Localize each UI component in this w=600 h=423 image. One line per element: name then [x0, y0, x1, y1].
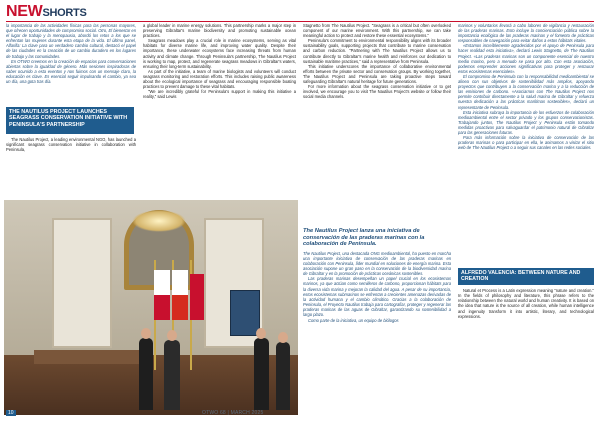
column-4-spanish	[458, 23, 594, 248]
photo-person	[164, 340, 180, 410]
col4-paragraph: Esta iniciativa subraya la importancia de los esfuerzos de colaboración medioambiental entre el sector privado y los grupos conservacionistas. Trabajando juntos, The Nautilus Project y Peninsula están tomando medidas proactivas para salvaguardar el patrimonio natural de Gibraltar para las generaciones futuras.	[458, 109, 594, 135]
col4-paragraph: El compromiso de Peninsula con la responsabilidad medioambiental se alinea con sus objetivos de sostenibilidad más amplios, apoyando proyectos que contribuyen a la conservación marina y a la reducción de las emisiones de carbono. «Asociarnos con The Nautilus Project nos permite contribuir directamente a la salud marina de Gibraltar y refuerza nuestra dedicación a las prácticas marítimas sostenibles», declaró un representante de Peninsula.	[458, 73, 594, 110]
photo-door-left	[52, 218, 112, 348]
photo-person	[254, 338, 269, 410]
column-2	[143, 23, 296, 198]
column-1-english	[6, 137, 136, 195]
photo-flag	[190, 274, 204, 320]
page-number: 10	[8, 410, 14, 416]
alfredo-headline-box: ALFREDO VALENCIA: BETWEEN NATURE AND CREATION	[458, 268, 594, 285]
nautilus-headline-box: THE NAUTILUS PROJECT LAUNCHES SEAGRASS CONSERVATION INITIATIVE WITH PENINSULA'S PARTNERSHIP	[6, 107, 134, 134]
alfredo-paragraph: Natural et Process is a Latin expression meaning "nature and creation." In the fields of philosophy and literature, this phrase refers to the relationship between the natural world and human creativity. It is based on the idea that nature is the source of all creation, while human intelligence and ingenuity transform it into artistic, literary, and technological expressions.	[458, 288, 594, 319]
col4-paragraph: «Estamos increíblemente agradecidos por el apoyo de Peninsula para hacer realidad esta iniciativa», declaró Lewis Stagnetto, de The Nautilus Project. «Las praderas marinas son un componente esencial de nuestro medio marino, pero a menudo se pasa por alto. Con esta asociación, podemos emprender acciones significativas para proteger y restaurar estos ecosistemas esenciales».	[458, 43, 594, 74]
col3-paragraph: For more information about the seagrass conservation initiative or to get involved, we encourage you to visit The Nautilus Project's website or follow their social media channels.	[303, 84, 451, 100]
col2-paragraph: Seagrass meadows play a crucial role in marine ecosystems, serving as vital habitats for diverse marine life, and improving water quality. Despite their importance, these underwater ecosystems face increasing threats from human activity and climate change. Through Peninsula's partnership, The Nautilus Project is working to map, protect, and regenerate seagrass meadows in Gibraltar's waters, ensuring their long-term sustainability.	[143, 38, 296, 69]
col4-paragraph: Para más información sobre la iniciativa de conservación de las praderas marinas o para participar en ella, le animamos a visitar el sitio web de The Nautilus Project o a seguir sus canales en las redes sociales.	[458, 135, 594, 151]
photo-person-head	[256, 328, 266, 339]
photo-flag	[172, 270, 188, 320]
col4-paragraph: marinos y voluntarios llevará a cabo labores de vigilancia y restauración de las praderas marinas. Esto incluye la concienciación pública sobre la importancia ecológica de las praderas marinas y el fomento de prácticas responsables de navegación para evitar daños a estos hábitats vitales.	[458, 23, 594, 44]
col3-paragraph: Stagnetto from The Nautilus Project. "Seagrass is a critical but often overlooked component of our marine environment. With this partnership, we can take meaningful action to protect and restore these essential ecosystems."	[303, 23, 451, 39]
column-3	[303, 23, 451, 198]
spanish-headline: The Nautilus Project lanza una iniciativa de conservación de las praderas marinas con la colaboración de Peninsula.	[303, 228, 425, 247]
col3-paragraph: This initiative underscores the importance of collaborative environmental efforts between the private sector and conservation groups. By working together, The Nautilus Project and Peninsula are taking proactive steps toward safeguarding Gibraltar's natural heritage for future generations.	[303, 63, 451, 85]
photo-person	[139, 338, 153, 410]
photo-person	[276, 342, 290, 410]
col3-paragraph: Peninsula's commitment to environmental responsibility aligns with its broader sustainability goals, supporting projects that contribute to marine conservation and carbon reduction. "Partnering with The Nautilus Project allows us to contribute directly to Gibraltar's marine health and reinforces our dedication to sustainable maritime practices," said a representative from Peninsula.	[303, 38, 451, 64]
masthead-rule	[6, 21, 594, 22]
masthead	[6, 3, 86, 21]
col1-paragraph: En OTWO creemos en la creación de espacios para conversaciones abiertas sobre la igualdad de género. Más sesiones inspiradoras de saber ocurrido a esta eventos y nos fuimos con un mensaje claro, la educación es clave. Es esencial seguir impulsando el cambio, ya sea un día, una gota tras día.	[6, 58, 136, 85]
photo-person-head	[278, 332, 288, 343]
spanish-paragraph: Las praderas marinas desempeñan un papel crucial en los ecosistemas marinos, ya que actúan como semilleros de carbono, proporcionan hábitats para la diversa vida marina y mejoran la calidad del agua. A pesar de su importancia, estos ecosistemas submarinos se enfrentan a crecientes amenazas derivadas de la actividad humana y el cambio climático. Gracias a la colaboración de Peninsula, el Proyecto Nautilus trabaja para cartografiar, proteger y regenerar las praderas marinas de las aguas de Gibraltar, garantizando su sostenibilidad a largo plazo.	[303, 276, 451, 318]
spanish-paragraph: The Nautilus Project, una destacada ONG medioambiental, ha puesto en marcha una importante iniciativa de conservación de las praderas marinas en colaboración con Peninsula, líder mundial en soluciones de energía marina. Esta asociación supone un gran paso en la conservación de la biodiversidad marina de Gibraltar y en la promoción de prácticas oceánicas sostenibles.	[303, 250, 451, 277]
spanish-article	[303, 228, 451, 412]
col1-english-paragraph: The Nautilus Project, a leading environmental NGO, has launched a significant seagrass conservation initiative in collaboration with Peninsula,	[6, 137, 136, 153]
alfredo-body	[458, 288, 594, 400]
photo-chandelier	[132, 210, 186, 232]
spanish-body	[303, 251, 451, 413]
issue-footer: OTWO 68 | MARCH 2025	[202, 410, 264, 416]
col2-paragraph: "We are incredibly grateful for Peninsula's support in making this initiative a reality," said Lewis	[143, 89, 296, 100]
event-photo	[4, 200, 298, 415]
col2-paragraph: As part of the initiative, a team of marine biologists and volunteers will conduct seagrass monitoring and restoration efforts. This includes raising public awareness about the ecological importance of seagrass and encouraging responsible boating practices to prevent damage to these vital habitats.	[143, 68, 296, 90]
masthead-part2: SHORTS	[42, 7, 87, 19]
photo-person-head	[167, 330, 177, 341]
masthead-part1: NEW	[6, 3, 43, 20]
col1-paragraph: la importancia de las actividades físicas para las personas mayores, que ofrecen oportunidades de compromiso social. Otro, El bienestar en el lugar de trabajo y la menopausia, abordó los retos a los que se enfrentan las mujeres durante esta etapa de la vida. El último panel, Alfarilla: La clave para un verdadero cambio cultural, destacó el papel de las ciudades en la creación de un cambio duradero en los lugares de trabajo y las comunidades.	[6, 23, 136, 59]
photo-table	[34, 350, 144, 364]
photo-banner	[230, 290, 260, 336]
photo-person-head	[141, 328, 151, 339]
col2-paragraph: a global leader in marine energy solutions. This partnership marks a major step in preserving Gibraltar's marine biodiversity and promoting sustainable ocean practices.	[143, 23, 296, 39]
spanish-paragraph: Como parte de la iniciativa, un equipo de biólogos	[308, 317, 399, 323]
photo-flag-gibraltar	[154, 270, 170, 320]
